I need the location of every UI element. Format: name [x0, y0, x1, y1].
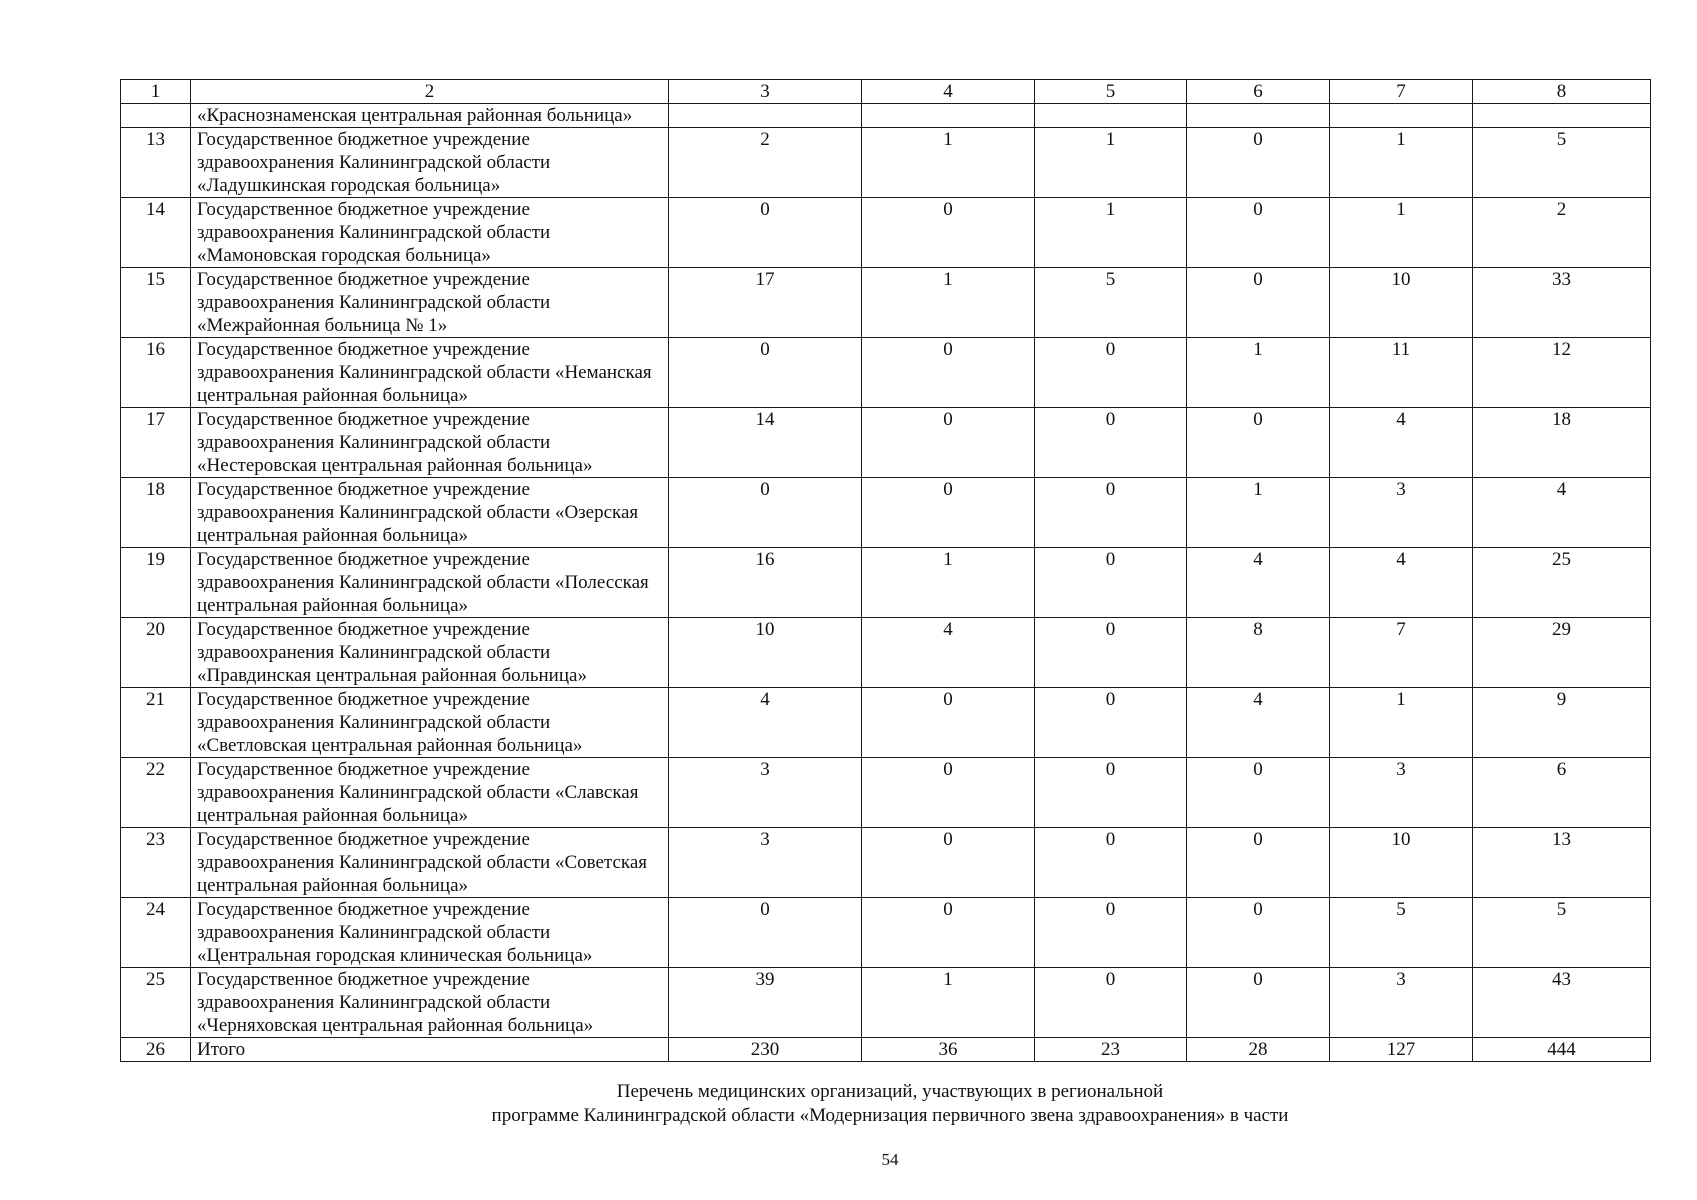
- table-row: [121, 268, 1651, 338]
- row-number: 26: [121, 1038, 191, 1062]
- organization-name: Государственное бюджетное учреждение здравоохранения Калининградской области «Черняховская центральная районная больница»: [191, 968, 669, 1038]
- value-cell: 1: [1330, 688, 1473, 758]
- organization-name: Государственное бюджетное учреждение здравоохранения Калининградской области «Центральная городская клиническая больница»: [191, 898, 669, 968]
- value-cell: 0: [1187, 268, 1330, 338]
- column-header: 4: [862, 80, 1035, 104]
- caption-line: программе Калининградской области «Модернизация первичного звена здравоохранения» в части: [491, 1105, 1289, 1126]
- value-cell: 3: [1330, 758, 1473, 828]
- row-number: 14: [121, 198, 191, 268]
- row-number: 15: [121, 268, 191, 338]
- table-row: [121, 338, 1651, 408]
- organization-name: «Краснознаменская центральная районная больница»: [191, 104, 669, 128]
- table-row: [121, 408, 1651, 478]
- value-cell: 10: [1330, 268, 1473, 338]
- value-cell: 5: [1473, 128, 1651, 198]
- value-cell: 29: [1473, 618, 1651, 688]
- value-cell: 1: [1330, 198, 1473, 268]
- value-cell: 0: [1035, 478, 1187, 548]
- value-cell: 4: [1187, 548, 1330, 618]
- value-cell: 0: [862, 898, 1035, 968]
- value-cell: 33: [1473, 268, 1651, 338]
- organization-name: Государственное бюджетное учреждение здравоохранения Калининградской области «Мамоновская городская больница»: [191, 198, 669, 268]
- value-cell: 0: [1187, 408, 1330, 478]
- value-cell: 0: [862, 478, 1035, 548]
- value-cell: 0: [862, 758, 1035, 828]
- value-cell: 1: [1330, 128, 1473, 198]
- value-cell: 0: [1035, 618, 1187, 688]
- organization-name: Государственное бюджетное учреждение здравоохранения Калининградской области «Светловская центральная районная больница»: [191, 688, 669, 758]
- value-cell: 0: [862, 408, 1035, 478]
- value-cell: [1035, 104, 1187, 128]
- value-cell: 1: [862, 548, 1035, 618]
- value-cell: 0: [862, 338, 1035, 408]
- value-cell: [1330, 104, 1473, 128]
- value-cell: 0: [1187, 828, 1330, 898]
- header-row: [121, 80, 1651, 104]
- value-cell: 3: [669, 828, 862, 898]
- value-cell: 0: [862, 828, 1035, 898]
- total-row: [121, 1038, 1651, 1062]
- row-number: 23: [121, 828, 191, 898]
- value-cell: 6: [1473, 758, 1651, 828]
- organization-name: Государственное бюджетное учреждение здравоохранения Калининградской области «Озерская центральная районная больница»: [191, 478, 669, 548]
- value-cell: 1: [1035, 198, 1187, 268]
- total-value: 36: [862, 1038, 1035, 1062]
- total-label: Итого: [191, 1038, 669, 1062]
- table-row: [121, 828, 1651, 898]
- value-cell: 0: [669, 338, 862, 408]
- value-cell: 0: [669, 898, 862, 968]
- table-body: [121, 80, 1651, 1062]
- column-header: 3: [669, 80, 862, 104]
- value-cell: [862, 104, 1035, 128]
- table-row: [121, 758, 1651, 828]
- value-cell: 10: [1330, 828, 1473, 898]
- value-cell: 1: [1187, 478, 1330, 548]
- value-cell: 0: [669, 198, 862, 268]
- value-cell: [1187, 104, 1330, 128]
- value-cell: 1: [862, 968, 1035, 1038]
- table-row: [121, 548, 1651, 618]
- value-cell: 8: [1187, 618, 1330, 688]
- organization-name: Государственное бюджетное учреждение здравоохранения Калининградской области «Неманская центральная районная больница»: [191, 338, 669, 408]
- organization-name: Государственное бюджетное учреждение здравоохранения Калининградской области «Славская центральная районная больница»: [191, 758, 669, 828]
- value-cell: 0: [669, 478, 862, 548]
- value-cell: 3: [669, 758, 862, 828]
- value-cell: 5: [1473, 898, 1651, 968]
- value-cell: 1: [1187, 338, 1330, 408]
- total-value: 444: [1473, 1038, 1651, 1062]
- value-cell: 2: [669, 128, 862, 198]
- value-cell: 0: [1187, 898, 1330, 968]
- value-cell: 5: [1330, 898, 1473, 968]
- table-row: [121, 198, 1651, 268]
- value-cell: 3: [1330, 968, 1473, 1038]
- row-number: 24: [121, 898, 191, 968]
- column-header: 7: [1330, 80, 1473, 104]
- organization-name: Государственное бюджетное учреждение здравоохранения Калининградской области «Нестеровская центральная районная больница»: [191, 408, 669, 478]
- caption-line: Перечень медицинских организаций, участвующих в региональной: [616, 1081, 1164, 1102]
- organizations-table: [120, 79, 1651, 1062]
- value-cell: 4: [1187, 688, 1330, 758]
- page-number: 54: [881, 1150, 899, 1169]
- total-value: 28: [1187, 1038, 1330, 1062]
- value-cell: 18: [1473, 408, 1651, 478]
- value-cell: 14: [669, 408, 862, 478]
- value-cell: 0: [1035, 688, 1187, 758]
- value-cell: 11: [1330, 338, 1473, 408]
- organization-name: Государственное бюджетное учреждение здравоохранения Калининградской области «Ладушкинская городская больница»: [191, 128, 669, 198]
- value-cell: 1: [862, 268, 1035, 338]
- value-cell: 0: [1035, 338, 1187, 408]
- organization-name: Государственное бюджетное учреждение здравоохранения Калининградской области «Полесская центральная районная больница»: [191, 548, 669, 618]
- total-value: 23: [1035, 1038, 1187, 1062]
- value-cell: 4: [1473, 478, 1651, 548]
- total-value: 127: [1330, 1038, 1473, 1062]
- value-cell: 0: [862, 688, 1035, 758]
- column-header: 8: [1473, 80, 1651, 104]
- table-row: [121, 968, 1651, 1038]
- value-cell: 0: [1035, 408, 1187, 478]
- row-number: 17: [121, 408, 191, 478]
- value-cell: 3: [1330, 478, 1473, 548]
- value-cell: 0: [1187, 128, 1330, 198]
- row-number: 25: [121, 968, 191, 1038]
- value-cell: 0: [1187, 198, 1330, 268]
- value-cell: 0: [862, 198, 1035, 268]
- value-cell: 12: [1473, 338, 1651, 408]
- table-row: [121, 128, 1651, 198]
- value-cell: 1: [1035, 128, 1187, 198]
- organization-name: Государственное бюджетное учреждение здравоохранения Калининградской области «Правдинская центральная районная больница»: [191, 618, 669, 688]
- column-header: 6: [1187, 80, 1330, 104]
- value-cell: 4: [1330, 408, 1473, 478]
- value-cell: [1473, 104, 1651, 128]
- value-cell: 2: [1473, 198, 1651, 268]
- continuation-row: [121, 104, 1651, 128]
- value-cell: 16: [669, 548, 862, 618]
- organization-name: Государственное бюджетное учреждение здравоохранения Калининградской области «Советская центральная районная больница»: [191, 828, 669, 898]
- value-cell: 39: [669, 968, 862, 1038]
- organization-name: Государственное бюджетное учреждение здравоохранения Калининградской области «Межрайонная больница № 1»: [191, 268, 669, 338]
- row-number: 22: [121, 758, 191, 828]
- value-cell: 0: [1187, 968, 1330, 1038]
- column-header: 2: [191, 80, 669, 104]
- value-cell: 0: [1187, 758, 1330, 828]
- row-number: 21: [121, 688, 191, 758]
- value-cell: 9: [1473, 688, 1651, 758]
- table-row: [121, 688, 1651, 758]
- value-cell: 4: [1330, 548, 1473, 618]
- document-caption: [0, 1080, 1697, 1128]
- value-cell: 0: [1035, 968, 1187, 1038]
- table-row: [121, 618, 1651, 688]
- value-cell: [669, 104, 862, 128]
- value-cell: 0: [1035, 828, 1187, 898]
- value-cell: 7: [1330, 618, 1473, 688]
- row-number: 18: [121, 478, 191, 548]
- row-number: 16: [121, 338, 191, 408]
- value-cell: 0: [1035, 758, 1187, 828]
- value-cell: 17: [669, 268, 862, 338]
- column-header: 5: [1035, 80, 1187, 104]
- column-header: 1: [121, 80, 191, 104]
- row-number: 13: [121, 128, 191, 198]
- value-cell: 43: [1473, 968, 1651, 1038]
- value-cell: 13: [1473, 828, 1651, 898]
- value-cell: 1: [862, 128, 1035, 198]
- total-value: 230: [669, 1038, 862, 1062]
- row-number: [121, 104, 191, 128]
- table-row: [121, 478, 1651, 548]
- value-cell: 4: [669, 688, 862, 758]
- value-cell: 25: [1473, 548, 1651, 618]
- table-row: [121, 898, 1651, 968]
- value-cell: 0: [1035, 548, 1187, 618]
- value-cell: 5: [1035, 268, 1187, 338]
- value-cell: 0: [1035, 898, 1187, 968]
- row-number: 19: [121, 548, 191, 618]
- row-number: 20: [121, 618, 191, 688]
- value-cell: 4: [862, 618, 1035, 688]
- value-cell: 10: [669, 618, 862, 688]
